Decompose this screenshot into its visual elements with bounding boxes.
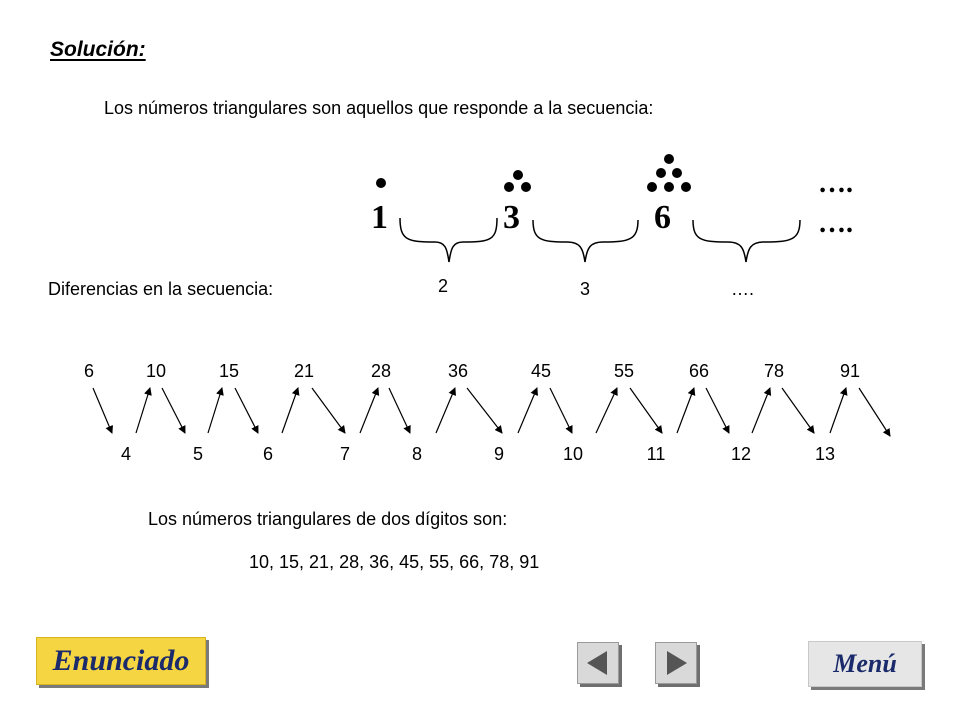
arrow <box>389 388 410 433</box>
intro-text: Los números triangulares son aquellos que responde a la secuencia: <box>104 98 654 118</box>
arrow <box>282 388 298 433</box>
top-row-number: 78 <box>763 361 785 381</box>
arrow <box>752 388 770 433</box>
triangle-right-icon <box>661 648 691 678</box>
arrow <box>467 388 502 433</box>
top-row-number: 28 <box>370 361 392 381</box>
bottom-row-number: 10 <box>562 444 584 464</box>
arrow <box>677 388 694 433</box>
top-row-number: 21 <box>293 361 315 381</box>
term-2: 3 <box>503 199 520 236</box>
arrow <box>782 388 814 433</box>
top-row-number: 15 <box>218 361 240 381</box>
bottom-row-number: 13 <box>814 444 836 464</box>
arrow <box>162 388 185 433</box>
top-row-number: 91 <box>839 361 861 381</box>
next-button[interactable] <box>655 642 697 684</box>
term-3: 6 <box>654 199 671 236</box>
top-row-number: 36 <box>447 361 469 381</box>
top-row-number: 6 <box>83 361 95 381</box>
top-row-number: 66 <box>688 361 710 381</box>
arrow <box>312 388 345 433</box>
bottom-row-number: 7 <box>339 444 351 464</box>
conclusion-label: Los números triangulares de dos dígitos son: <box>148 509 508 529</box>
statement-button[interactable]: Enunciado <box>36 637 206 685</box>
top-row-number: 10 <box>145 361 167 381</box>
bottom-row-number: 4 <box>120 444 132 464</box>
arrow <box>859 388 890 436</box>
differences-label: Diferencias en la secuencia: <box>48 279 274 299</box>
ellipsis-top: …. <box>818 168 853 199</box>
arrow <box>706 388 729 433</box>
arrow <box>360 388 378 433</box>
arrow <box>436 388 455 433</box>
arrow <box>235 388 258 433</box>
difference-value: 3 <box>580 279 591 299</box>
top-row-number: 55 <box>613 361 635 381</box>
arrow <box>830 388 846 433</box>
menu-button[interactable]: Menú <box>808 641 922 687</box>
bottom-row-number: 11 <box>646 444 666 464</box>
ellipsis-bottom: …. <box>818 208 853 239</box>
top-row-number: 45 <box>530 361 552 381</box>
term-1: 1 <box>371 199 388 236</box>
difference-value: …. <box>731 279 755 299</box>
arrow <box>93 388 112 433</box>
arrow <box>208 388 222 433</box>
arrow <box>136 388 150 433</box>
arrow <box>630 388 662 433</box>
bottom-row-number: 6 <box>262 444 274 464</box>
previous-button[interactable] <box>577 642 619 684</box>
arrow <box>518 388 537 433</box>
triangle-left-icon <box>583 648 613 678</box>
bottom-row-number: 5 <box>192 444 204 464</box>
two-digit-list: 10, 15, 21, 28, 36, 45, 55, 66, 78, 91 <box>249 552 540 572</box>
bottom-row-number: 8 <box>411 444 423 464</box>
bottom-row-number: 9 <box>493 444 505 464</box>
arrow <box>596 388 617 433</box>
arrow <box>550 388 572 433</box>
difference-value: 2 <box>438 276 449 296</box>
solution-heading: Solución: <box>50 38 146 61</box>
bottom-row-number: 12 <box>730 444 752 464</box>
